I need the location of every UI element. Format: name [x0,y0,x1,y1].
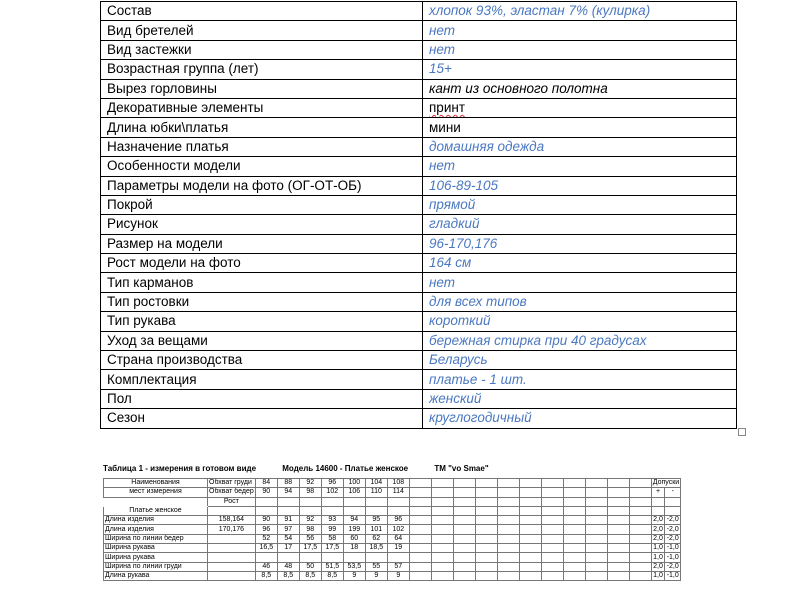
measurement-value: 48 [277,562,299,571]
spec-row [101,118,737,137]
spec-row [101,215,737,234]
measurement-value: 18,5 [365,544,387,553]
measurement-table [103,478,681,581]
tolerance-minus-value: -2,0 [666,516,679,524]
measurement-row [104,516,681,525]
spec-key: Возрастная группа (лет) [101,60,423,79]
spec-row [101,273,737,292]
measurement-value: 62 [365,534,387,543]
spec-key: Рост модели на фото [101,254,423,273]
spec-value: нет [423,157,737,176]
measurement-value: 95 [365,516,387,525]
measurement-value: 92 [299,516,321,525]
measurement-brand: ТМ "vo Smae" [434,464,489,473]
chest-size: 92 [299,479,321,488]
measurement-row [104,544,681,553]
tolerance-plus-value: 2,0 [653,534,663,542]
measurement-row [104,553,681,562]
tolerance-plus-value: 1,0 [653,553,663,561]
spec-key: Вид застежки [101,40,423,59]
spec-value: хлопок 93%, эластан 7% (кулирка) [423,2,737,21]
measurement-height: 158,164 [208,516,256,525]
measurement-value: 56 [299,534,321,543]
measurement-model: Модель 14600 - Платье женское [282,464,409,473]
spec-row [101,389,737,408]
tolerance-minus-value: -2,0 [666,525,679,533]
spec-row [101,254,737,273]
measurement-value: 90 [255,516,277,525]
spec-key: Особенности модели [101,157,423,176]
chest-label: Обхват груди [208,479,256,488]
hip-size: 94 [277,488,299,497]
spec-value: 15+ [423,60,737,79]
measurement-value: 9 [365,571,387,580]
spec-key: Рисунок [101,215,423,234]
spec-value: мини [423,118,737,137]
spec-key: Состав [101,2,423,21]
spec-key: Комплектация [101,370,423,389]
tolerance-plus-value: 2,0 [653,562,663,570]
spec-row [101,370,737,389]
measurement-value: 46 [255,562,277,571]
header-row-chest [104,479,681,488]
measurement-height: 170,176 [208,525,256,534]
measurement-row [104,571,681,580]
measurement-value: 57 [387,562,409,571]
spec-value: для всех типов [423,292,737,311]
spec-value: 106-89-105 [423,176,737,195]
spec-key: Сезон [101,409,423,428]
spec-row [101,21,737,40]
chest-size: 84 [255,479,277,488]
measurement-row [104,562,681,571]
measurement-title-text: Таблица 1 - измерения в готовом виде [103,464,257,473]
measurement-row [104,534,681,543]
height-label: Рост [208,497,256,506]
spec-row [101,351,737,370]
hip-size: 90 [255,488,277,497]
measurement-height [208,562,256,571]
measurement-value [299,553,321,562]
spec-row [101,98,737,117]
measurement-value: 199 [343,525,365,534]
measurement-value: 18 [343,544,365,553]
spec-value: женский [423,389,737,408]
measurement-value: 102 [387,525,409,534]
hip-size: 106 [343,488,365,497]
tolerance-plus-value: 1,0 [653,572,663,580]
measurement-name: Длина изделия [104,525,208,534]
measurement-name: Ширина по линии груди [104,562,208,571]
tolerance-minus-value: -1,0 [666,544,679,552]
tolerance-plus-value: 2,0 [653,516,663,524]
measurement-value: 9 [387,571,409,580]
measurement-value: 60 [343,534,365,543]
measurement-value [343,553,365,562]
spec-key: Длина юбки\платья [101,118,423,137]
section-label: Платье женское [104,506,208,515]
measurement-value: 53,5 [343,562,365,571]
measurement-value: 19 [387,544,409,553]
measurement-value: 8,5 [299,571,321,580]
spec-row [101,409,737,428]
spec-value: короткий [423,312,737,331]
tolerance-minus-value: -2,0 [666,562,679,570]
header-name-2: мест измерения [104,488,208,497]
spec-row [101,234,737,253]
measurement-value [365,553,387,562]
spec-key: Уход за вещами [101,331,423,350]
measurement-value [255,553,277,562]
tolerance-minus-value: -1,0 [666,572,679,580]
measurement-name: Длина рукава [104,571,208,580]
header-row-hips [104,488,681,497]
spec-value: нет [423,273,737,292]
spec-key: Тип рукава [101,312,423,331]
spec-row [101,292,737,311]
spec-value: круглогодичный [423,409,737,428]
measurement-value: 8,5 [321,571,343,580]
measurement-value: 54 [277,534,299,543]
spec-value: гладкий [423,215,737,234]
tolerance-plus-value: 1,0 [653,544,663,552]
measurement-height [208,571,256,580]
measurement-value: 17 [277,544,299,553]
measurement-value: 101 [365,525,387,534]
tolerance-minus: - [665,488,681,497]
measurement-value: 17,5 [299,544,321,553]
spec-key: Вид бретелей [101,21,423,40]
measurement-name: Длина изделия [104,516,208,525]
spec-key: Тип карманов [101,273,423,292]
hip-size: 114 [387,488,409,497]
chest-size: 108 [387,479,409,488]
height-row [104,497,681,506]
measurement-value: 8,5 [255,571,277,580]
chest-size: 104 [365,479,387,488]
spec-key: Страна производства [101,351,423,370]
spec-row [101,331,737,350]
measurement-name: Ширина рукава [104,544,208,553]
spec-key: Пол [101,389,423,408]
measurement-value: 96 [387,516,409,525]
spec-value: 164 см [423,254,737,273]
measurement-value: 8,5 [277,571,299,580]
tolerance-plus: + [651,488,664,497]
measurement-value: 98 [299,525,321,534]
tolerance-minus-value: -1,0 [666,553,679,561]
chest-size: 100 [343,479,365,488]
table-resize-handle[interactable] [738,428,746,436]
spec-value: 96-170,176 [423,234,737,253]
spec-key: Назначение платья [101,137,423,156]
spec-value: нет [423,21,737,40]
spec-row [101,79,737,98]
spec-row [101,40,737,59]
spec-key: Вырез горловины [101,79,423,98]
measurement-value: 96 [255,525,277,534]
measurement-value: 93 [321,516,343,525]
spec-value: прямой [423,195,737,214]
tolerances-label: Допуски [652,479,680,487]
measurement-value: 64 [387,534,409,543]
measurement-height [208,553,256,562]
measurement-height [208,534,256,543]
spec-value: кант из основного полотна [423,79,737,98]
spec-value: Беларусь [423,351,737,370]
spec-key: Тип ростовки [101,292,423,311]
spec-value: домашняя одежда [423,137,737,156]
measurement-title [103,464,513,473]
measurement-value: 16,5 [255,544,277,553]
spec-value: бережная стирка при 40 градусах [423,331,737,350]
spec-value: платье - 1 шт. [423,370,737,389]
measurement-value: 55 [365,562,387,571]
product-spec-table [100,1,737,429]
measurement-value [321,553,343,562]
measurement-value: 50 [299,562,321,571]
spec-key: Параметры модели на фото (ОГ-ОТ-ОБ) [101,176,423,195]
measurement-row [104,525,681,534]
measurement-value: 51,5 [321,562,343,571]
tolerance-minus-value: -2,0 [666,534,679,542]
hip-size: 98 [299,488,321,497]
hip-size: 102 [321,488,343,497]
spec-key: Покрой [101,195,423,214]
spec-row [101,195,737,214]
spec-key: Декоративные элементы [101,98,423,117]
measurement-value: 9 [343,571,365,580]
measurement-value: 52 [255,534,277,543]
spec-row [101,312,737,331]
measurement-name: Ширина по линии бедер [104,534,208,543]
measurement-name: Ширина рукава [104,553,208,562]
measurement-value: 99 [321,525,343,534]
spec-row [101,60,737,79]
spec-key: Размер на модели [101,234,423,253]
hip-size: 110 [365,488,387,497]
spec-value: принт [423,98,737,117]
tolerance-plus-value: 2,0 [653,525,663,533]
measurement-value: 17,5 [321,544,343,553]
measurement-value [387,553,409,562]
chest-size: 96 [321,479,343,488]
measurement-value [277,553,299,562]
spec-row [101,157,737,176]
measurement-value: 94 [343,516,365,525]
header-name-1: Наименования [104,479,208,488]
spec-row [101,176,737,195]
spec-row [101,137,737,156]
spec-row [101,2,737,21]
measurement-value: 97 [277,525,299,534]
chest-size: 88 [277,479,299,488]
measurement-value: 58 [321,534,343,543]
measurement-height [208,544,256,553]
section-row [104,506,681,515]
measurement-value: 91 [277,516,299,525]
hips-label: Обхват бедер [209,488,254,496]
spec-value: нет [423,40,737,59]
